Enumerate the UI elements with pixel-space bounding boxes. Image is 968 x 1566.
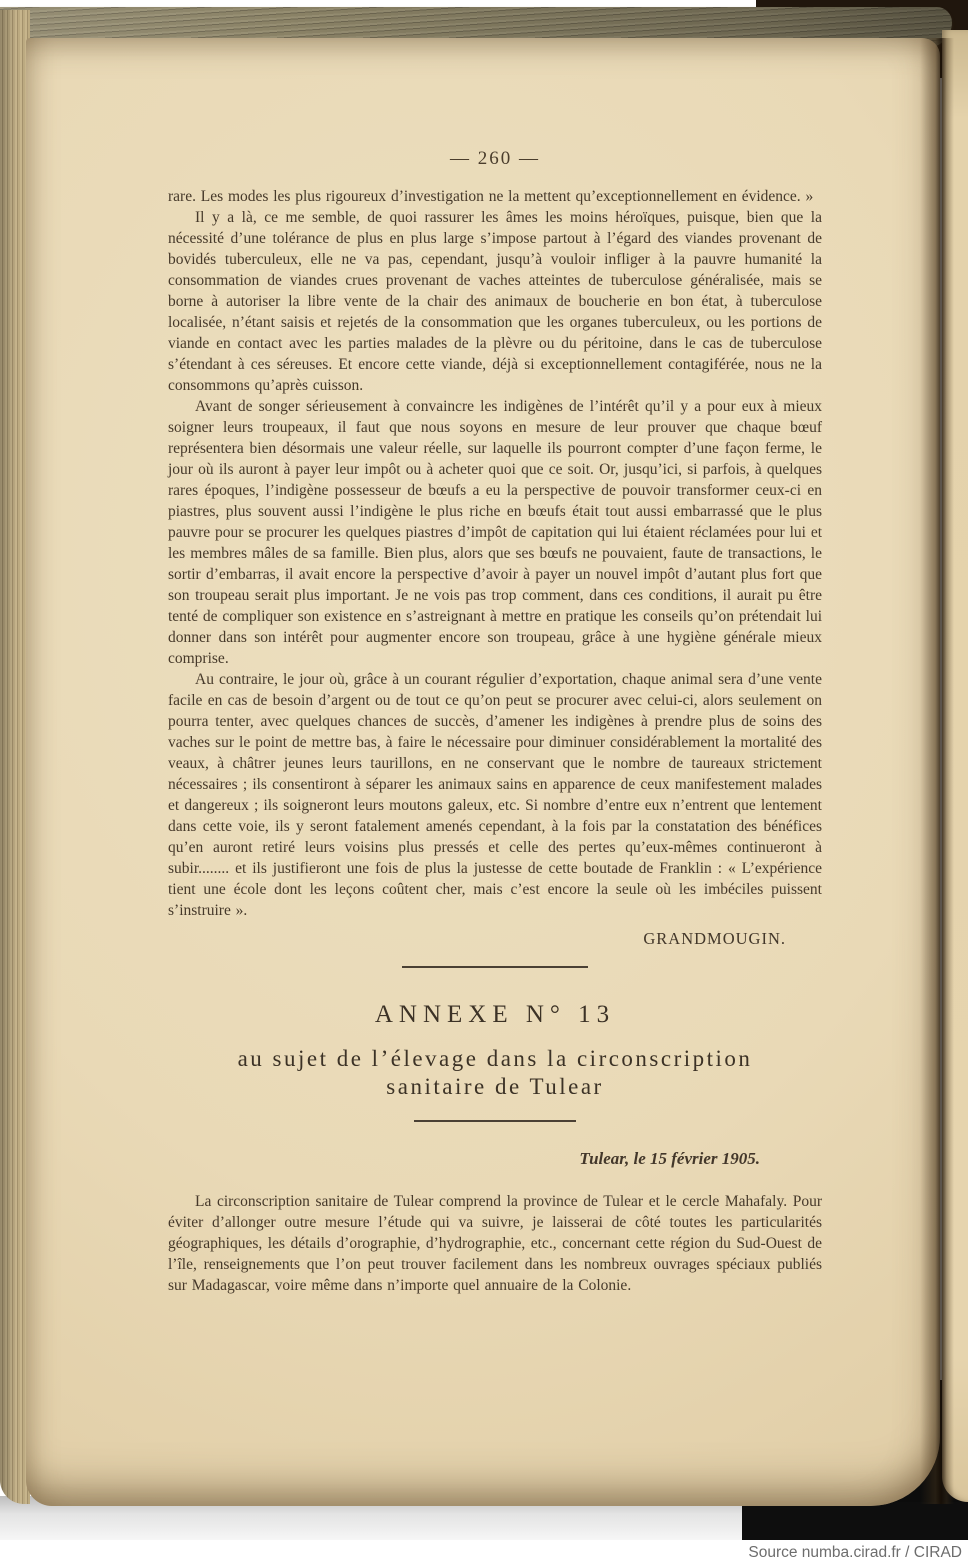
body-paragraph: Au contraire, le jour où, grâce à un courant régulier d’exportation, chaque animal sera d’une vente facile en cas de besoin d’argent ou de tout ce qu’on peut se procurer avec celui-ci, alors seulement on pourra tenter, avec quelques chances de succès, d’amener les indigènes à prendre plus de soins des vaches sur le point de mettre bas, à faire le nécessaire pour diminuer considérablement la mortalité des veaux, à châtrer jeunes leurs taurillons, en ne conservant que le nombre de taureaux strictement nécessaires ; ils consentiront à séparer les animaux sains en apparence de ceux manifestement malades et dangereux ; ils soigneront leurs moutons galeux, etc. Si nombre d’entre eux n’entrent que lentement dans cette voie, ils y seront fatalement amenés cependant, à la fois par la constatation des bénéfices qu’en auront retiré leurs voisins plus pressés et celle des pertes qu’eux-mêmes continueront à subir........ et ils justifieront une fois de plus la justesse de cette boutade de Franklin : « L’expérience tient une école dont les leçons coûtent cher, mais c’est encore la seule où les imbéciles puissent s’instruire ».	[168, 671, 822, 919]
page-number: — 260 —	[450, 148, 540, 169]
annexe-subtitle-line1: au sujet de l’élevage dans la circonscription	[237, 1046, 753, 1071]
annexe-dateline: Tulear, le 15 février 1905.	[579, 1149, 760, 1168]
annexe-subtitle	[168, 1045, 822, 1101]
source-caption-text: Source numba.cirad.fr / CIRAD	[748, 1544, 962, 1561]
source-caption	[0, 1540, 968, 1566]
printed-text-column	[168, 148, 822, 1296]
backdrop-black-bottom-right	[742, 1502, 968, 1540]
body-paragraph: Il y a là, ce me semble, de quoi rassurer les âmes les moins héroïques, puisque, bien que la nécessité d’une tolérance de plus en plus large s’impose partout à l’égard des viandes provenant de bovidés tuberculeux, elle ne va pas, cependant, jusqu’à vouloir infliger à la pauvre humanité la consommation de viandes crues provenant de vaches atteintes de tuberculose généralisée, mais se borne à autoriser la libre vente de la chair des animaux de boucherie en bon état, à tuberculose localisée, n’étant saisis et rejetés de la consommation que les organes tuberculeux, ou les portions de viande en contact avec les parties malades de la plèvre ou du péritoine, dans le cas de tuberculose s’étendant à ces séreuses. Et encore cette viande, déjà si exceptionnellement contagiférée, nous ne la consommons qu’après cuisson.	[168, 209, 822, 394]
body-paragraph: rare. Les modes les plus rigoureux d’investigation ne la mettent qu’exceptionnellement en évidence. »	[168, 188, 814, 205]
section-divider	[402, 966, 588, 968]
author-signature: GRANDMOUGIN.	[643, 929, 786, 948]
annexe-divider	[414, 1120, 576, 1122]
annexe-paragraph: La circonscription sanitaire de Tulear comprend la province de Tulear et le cercle Mahafaly. Pour éviter d’allonger outre mesure l’étude qui va suivre, je laisserai de côté toutes les particularités géographiques, les détails d’orographie, d’hydrographie, etc., concernant cette région du Sud-Ouest de l’île, renseignements que l’on peut trouver facilement dans les nombreux ouvrages spéciaux publiés sur Madagascar, voire même dans n’importe quel annuaire de la Colonie.	[168, 1193, 822, 1294]
annexe-title: ANNEXE N° 13	[374, 1001, 616, 1028]
annexe-subtitle-line2: sanitaire de Tulear	[386, 1074, 604, 1099]
adjacent-page-edge	[942, 30, 968, 1502]
body-paragraph: Avant de songer sérieusement à convaincre les indigènes de l’intérêt qu’il y a pour eux à mieux soigner leurs troupeaux, il faut que nous soyons en mesure de leur prouver que chaque bœuf représentera bien désormais une valeur réelle, sur laquelle ils pourront compter d’une façon ferme, le jour où ils auront à payer leur impôt ou à acheter quoi que ce soit. Or, jusqu’ici, si parfois, à quelques rares époques, l’indigène possesseur de bœufs a eu la perspective de pouvoir transformer ceux-ci en piastres, plus souvent aussi l’indigène le plus riche en bœufs était tout aussi embarrassé que le plus pauvre pour se procurer les quelques piastres d’impôt de capitation qui lui étaient réclamées pour lui et les membres mâles de sa famille. Bien plus, alors que ses bœufs ne pouvaient, faute de transactions, le sortir d’embarras, il avait encore la perspective d’avoir à payer un nouvel impôt d’autant plus fort que son troupeau serait plus important. Je ne vois pas trop comment, dans ces conditions, il aurait pu être tenté de compliquer son existence en s’astreignant à mettre en pratique les conseils qu’on prétendait lui donner dans son intérêt pour augmenter encore son troupeau, grâce à une hygiène générale mieux comprise.	[168, 398, 822, 667]
